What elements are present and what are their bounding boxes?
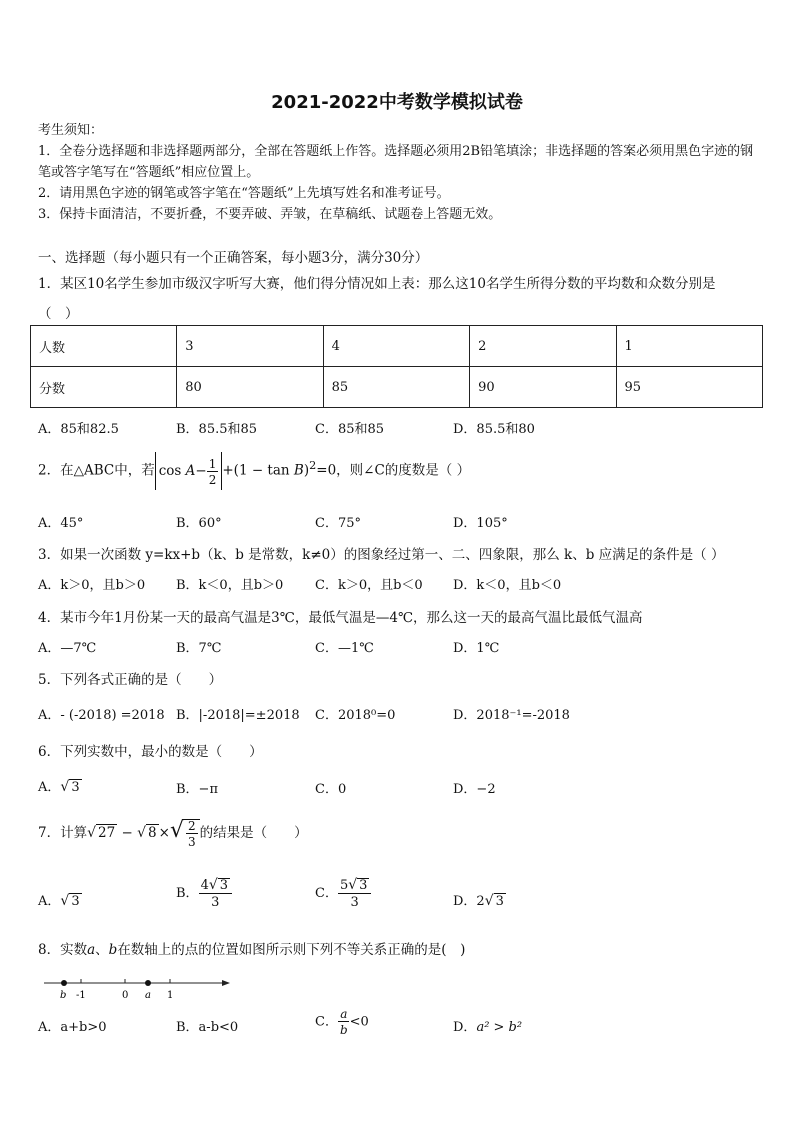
q7-a-label: A．	[38, 894, 61, 909]
q3-stem: 3．如果一次函数 y=kx+b（k、b 是常数，k≠0）的图象经过第一、二、四象限，那么 k、b 应满足的条件是（ ）	[38, 547, 725, 563]
candidate-notes	[38, 120, 758, 225]
table-cell: 3	[177, 326, 323, 367]
notes-item-1: 1．全卷分选择题和非选择题两部分，全部在答题纸上作答。选择题必须用2B铅笔填涂；非选择题的答案必须用黑色字迹的钢笔或答字笔写在“答题纸”相应位置上。	[38, 144, 754, 180]
q2-prefix: 2．在△ABC中，若	[38, 462, 155, 479]
q5-stem: 5．下列各式正确的是（ ）	[38, 672, 223, 688]
label-neg-one: -1	[76, 990, 86, 1001]
q6-option-d[interactable]: D．−2	[453, 782, 496, 797]
q3-option-b[interactable]: B．k＜0，且b＞0	[176, 578, 284, 593]
q7-b-num	[199, 878, 232, 894]
table-cell: 80	[177, 367, 323, 408]
q2-abs-expression	[155, 452, 223, 490]
q7-frac-den: 3	[187, 834, 196, 849]
q8-option-a[interactable]: A．a+b>0	[38, 1020, 107, 1035]
q5-option-a[interactable]: A．- (-2018) =2018	[38, 708, 165, 723]
q7-option-d[interactable]	[453, 890, 506, 909]
sqrt-icon: √	[208, 877, 218, 893]
q8-suffix: 在数轴上的点的位置如图所示则下列不等关系正确的是( )	[117, 942, 466, 958]
q4-option-a[interactable]: A．—7℃	[38, 641, 97, 656]
q2-option-c[interactable]: C．75°	[315, 516, 361, 531]
table-cell: 分数	[31, 367, 177, 408]
q2-var-a: A	[185, 463, 196, 479]
q4-option-d[interactable]: D．1℃	[453, 641, 500, 656]
table-cell: 4	[323, 326, 469, 367]
q2-option-a[interactable]: A．45°	[38, 516, 84, 531]
q8-stem	[38, 938, 465, 958]
number-line	[38, 968, 238, 1004]
q6-a-radicand: 3	[71, 780, 80, 795]
label-a: a	[145, 990, 151, 1001]
sqrt-icon: √	[60, 893, 70, 909]
q2-exponent: 2	[309, 459, 317, 472]
q1-stem: 1．某区10名学生参加市级汉字听写大赛，他们得分情况如上表：那么这10名学生所得分数的平均数和众数分别是	[38, 276, 716, 292]
q2-close: )	[303, 462, 310, 479]
label-zero: 0	[122, 990, 129, 1001]
arrow-icon	[222, 980, 230, 986]
q7-d-label: D．2	[453, 894, 485, 909]
q1-paren: （ ）	[38, 306, 79, 322]
q7-b-fraction	[199, 878, 232, 909]
q8-c-label: C．	[315, 1014, 338, 1030]
score-table	[30, 325, 763, 408]
q7-times: ×	[158, 825, 170, 841]
q7-a-radicand: 3	[71, 894, 80, 909]
q8-sep: 、	[95, 942, 109, 958]
q7-c-fraction	[338, 878, 371, 909]
sqrt-icon: √	[348, 877, 358, 893]
q7-radical-fraction	[184, 819, 200, 848]
q8-c-den: b	[339, 1023, 348, 1037]
q4-stem: 4．某市今年1月份某一天的最高气温是3℃，最低气温是—4℃，那么这一天的最高气温比最低气温高	[38, 610, 643, 626]
q2-suffix: =0，则∠C的度数是（ ）	[316, 462, 471, 479]
q7-c-coef: 5	[339, 878, 349, 893]
q7-b-den: 3	[211, 895, 220, 910]
q2-cos: cos	[158, 463, 182, 479]
q6-a-label: A．	[38, 780, 61, 795]
q1-option-d[interactable]: D．85.5和80	[453, 422, 535, 437]
q4-option-b[interactable]: B．7℃	[176, 641, 222, 656]
table-row	[31, 326, 763, 367]
q2-frac-num: 1	[208, 456, 217, 471]
point-b	[61, 980, 67, 986]
table-row	[31, 367, 763, 408]
q2-fraction	[207, 458, 219, 486]
q7-prefix: 7．计算	[38, 825, 88, 841]
q3-option-d[interactable]: D．k＜0，且b＜0	[453, 578, 562, 593]
q7-option-c[interactable]	[315, 878, 371, 909]
q2-option-d[interactable]: D．105°	[453, 516, 508, 531]
q7-c-radicand: 3	[359, 878, 368, 893]
q7-option-b[interactable]	[176, 878, 232, 909]
q5-option-d[interactable]: D．2018⁻¹=-2018	[453, 708, 570, 723]
q6-option-c[interactable]: C．0	[315, 782, 347, 797]
q7-stem	[38, 818, 308, 848]
q8-d-label: D．	[453, 1020, 477, 1035]
q6-option-a[interactable]	[38, 776, 82, 795]
q7-b-coef: 4	[200, 878, 209, 893]
table-cell: 人数	[31, 326, 177, 367]
q5-option-c[interactable]: C．2018⁰=0	[315, 708, 396, 723]
q7-b-radicand: 3	[219, 878, 229, 893]
q1-option-b[interactable]: B．85.5和85	[176, 422, 258, 437]
q2-stem	[38, 452, 470, 490]
q6-stem: 6．下列实数中，最小的数是（ ）	[38, 744, 263, 760]
table-cell: 95	[616, 367, 762, 408]
q7-c-label: C．	[315, 886, 338, 901]
q7-radicand-1: 27	[98, 825, 116, 841]
q7-frac-num: 2	[187, 818, 196, 833]
q2-minus: −	[195, 463, 207, 479]
q8-prefix: 8．实数	[38, 942, 88, 958]
exam-title: 2021-2022中考数学模拟试卷	[271, 92, 523, 113]
label-b: b	[60, 990, 67, 1001]
q8-d-expr: a² > b²	[476, 1020, 523, 1035]
q8-var-a: a	[87, 942, 96, 958]
q4-option-c[interactable]: C．—1℃	[315, 641, 374, 656]
label-one: 1	[167, 990, 174, 1001]
q8-var-b: b	[108, 942, 118, 958]
sqrt-icon: √	[484, 893, 494, 909]
q2-option-b[interactable]: B．60°	[176, 516, 222, 531]
q8-option-b[interactable]: B．a-b<0	[176, 1020, 239, 1035]
q3-option-a[interactable]: A．k＞0，且b＞0	[38, 578, 146, 593]
q8-option-c[interactable]	[315, 1008, 369, 1036]
table-cell: 85	[323, 367, 469, 408]
q8-c-num: a	[340, 1007, 348, 1021]
table-cell: 1	[616, 326, 762, 367]
q2-middle: +(1 − tan	[222, 462, 290, 479]
q7-d-radicand: 3	[495, 894, 504, 909]
q6-option-b[interactable]: B．−π	[176, 782, 218, 797]
q1-option-c[interactable]: C．85和85	[315, 422, 385, 437]
q2-var-b: B	[293, 462, 304, 479]
q1-option-a[interactable]: A．85和82.5	[38, 422, 119, 437]
sqrt-icon: √	[169, 818, 184, 843]
q7-option-a[interactable]	[38, 890, 82, 909]
notes-heading: 考生须知：	[38, 123, 104, 138]
q8-c-fraction	[338, 1008, 350, 1036]
q7-minus: −	[121, 825, 133, 841]
notes-item-2: 2．请用黑色字迹的钢笔或答字笔在“答题纸”上先填写姓名和准考证号。	[38, 186, 450, 201]
table-cell: 90	[470, 367, 616, 408]
q3-option-c[interactable]: C．k＞0，且b＜0	[315, 578, 423, 593]
notes-item-3: 3．保持卡面清洁，不要折叠，不要弄破、弄皱，在草稿纸、试题卷上答题无效。	[38, 207, 502, 222]
q7-fraction	[186, 820, 198, 848]
sqrt-icon: √	[137, 825, 147, 841]
table-cell: 2	[470, 326, 616, 367]
point-a	[145, 980, 151, 986]
sqrt-icon: √	[87, 825, 97, 841]
section-heading: 一、选择题（每小题只有一个正确答案，每小题3分，满分30分）	[38, 250, 429, 266]
q5-option-b[interactable]: B．|-2018|=±2018	[176, 708, 300, 723]
sqrt-icon: √	[60, 779, 70, 795]
q7-radicand-2: 8	[148, 825, 157, 841]
q2-frac-den: 2	[208, 472, 217, 487]
q7-suffix: 的结果是（ ）	[199, 825, 308, 841]
q7-b-label: B．	[176, 886, 199, 901]
q7-c-num	[338, 878, 371, 894]
q8-option-d[interactable]	[453, 1016, 522, 1035]
q8-c-rest: <0	[349, 1014, 369, 1030]
q7-c-den: 3	[350, 895, 359, 910]
